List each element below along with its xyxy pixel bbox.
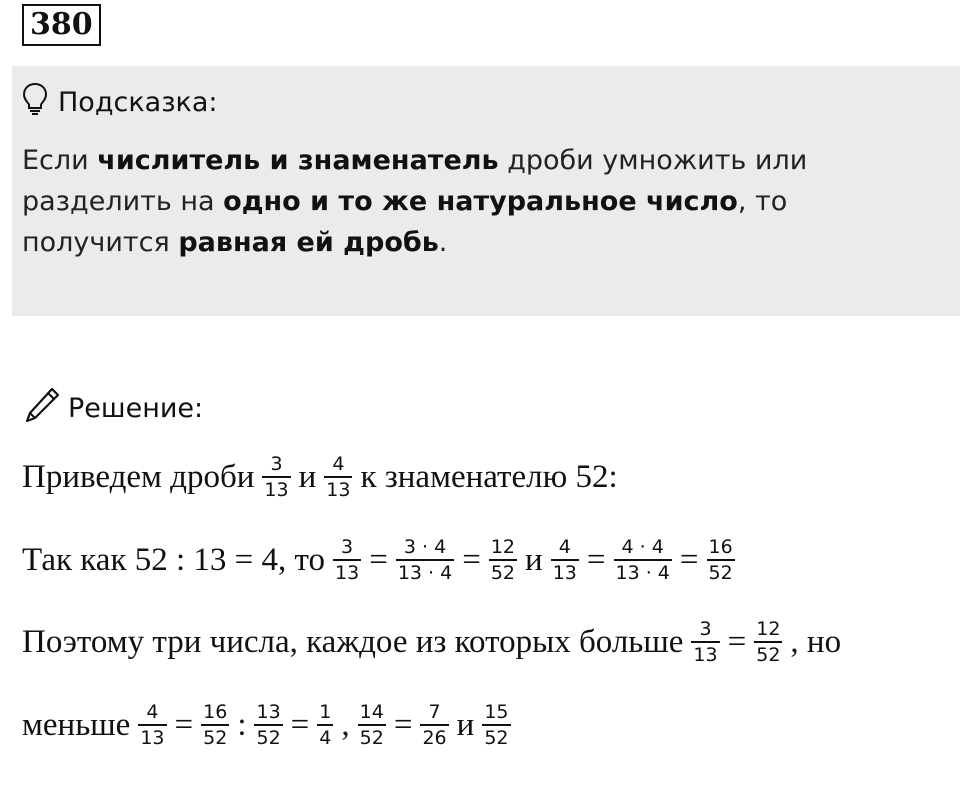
hint-run: , то получится [22, 186, 788, 258]
hint-text [22, 140, 937, 263]
text: и [525, 541, 543, 578]
fraction: $\frac{4}{13}$ [140, 701, 165, 749]
equals-sign: = [369, 541, 388, 578]
equals-sign: = [462, 541, 481, 578]
hint-run: . [438, 227, 448, 258]
task-number: 380 [22, 4, 101, 46]
fraction: $\frac{14}{52}$ [359, 701, 384, 749]
text: , [341, 706, 350, 743]
solution-line-4 [22, 700, 515, 750]
text: Приведем дроби [22, 458, 255, 495]
fraction: $\frac{3}{13}$ [335, 536, 360, 584]
text: : [237, 706, 247, 743]
text: Поэтому три числа, каждое из которых больше [22, 623, 684, 660]
equals-sign: = [679, 541, 699, 578]
fraction: $\frac{12}{52}$ [490, 536, 516, 584]
text: и [298, 458, 317, 495]
fraction: $\frac{4}{13}$ [326, 453, 351, 501]
fraction: $\frac{15}{52}$ [484, 701, 509, 749]
hint-label: Подсказка: [58, 87, 218, 118]
lightbulb-icon [22, 82, 48, 123]
fraction: $\frac{12}{52}$ [756, 618, 781, 666]
solution-title [22, 385, 203, 432]
solution-line-2 [22, 535, 739, 585]
pencil-icon [22, 385, 62, 432]
hint-emphasis: одно и то же натуральное число [223, 186, 738, 217]
solution-line-3 [22, 617, 845, 667]
text: к знаменателю 52: [360, 458, 618, 495]
equals-sign: = [290, 706, 310, 743]
hint-title [22, 82, 218, 123]
hint-emphasis: равная ей дробь [178, 227, 439, 258]
fraction: $\frac{1}{4}$ [319, 701, 332, 749]
equals-sign: = [174, 706, 194, 743]
text: и [456, 706, 475, 743]
hint-run: дроби умножить или разделить на [22, 145, 808, 217]
equals-sign: = [393, 706, 413, 743]
fraction: $\frac{4 \cdot 4}{13 \cdot 4}$ [615, 536, 670, 584]
hint-run: Если [22, 145, 98, 176]
fraction: $\frac{4}{13}$ [552, 536, 577, 584]
fraction: $\frac{3 \cdot 4}{13 \cdot 4}$ [397, 536, 453, 584]
text: , но [790, 623, 842, 660]
fraction: $\frac{16}{52}$ [708, 536, 733, 584]
fraction: $\frac{3}{13}$ [693, 618, 718, 666]
text: меньше [22, 706, 131, 743]
fraction: $\frac{13}{52}$ [256, 701, 281, 749]
equals-sign: = [586, 541, 606, 578]
solution-label: Решение: [68, 393, 204, 424]
equals-sign: = [727, 623, 747, 660]
fraction: $\frac{7}{26}$ [422, 701, 447, 749]
solution-line-1 [22, 452, 622, 502]
text: Так как 52 : 13 = 4, то [22, 541, 325, 578]
fraction: $\frac{3}{13}$ [264, 453, 289, 501]
fraction: $\frac{16}{52}$ [203, 701, 228, 749]
hint-emphasis: числитель и знаменатель [97, 145, 499, 176]
